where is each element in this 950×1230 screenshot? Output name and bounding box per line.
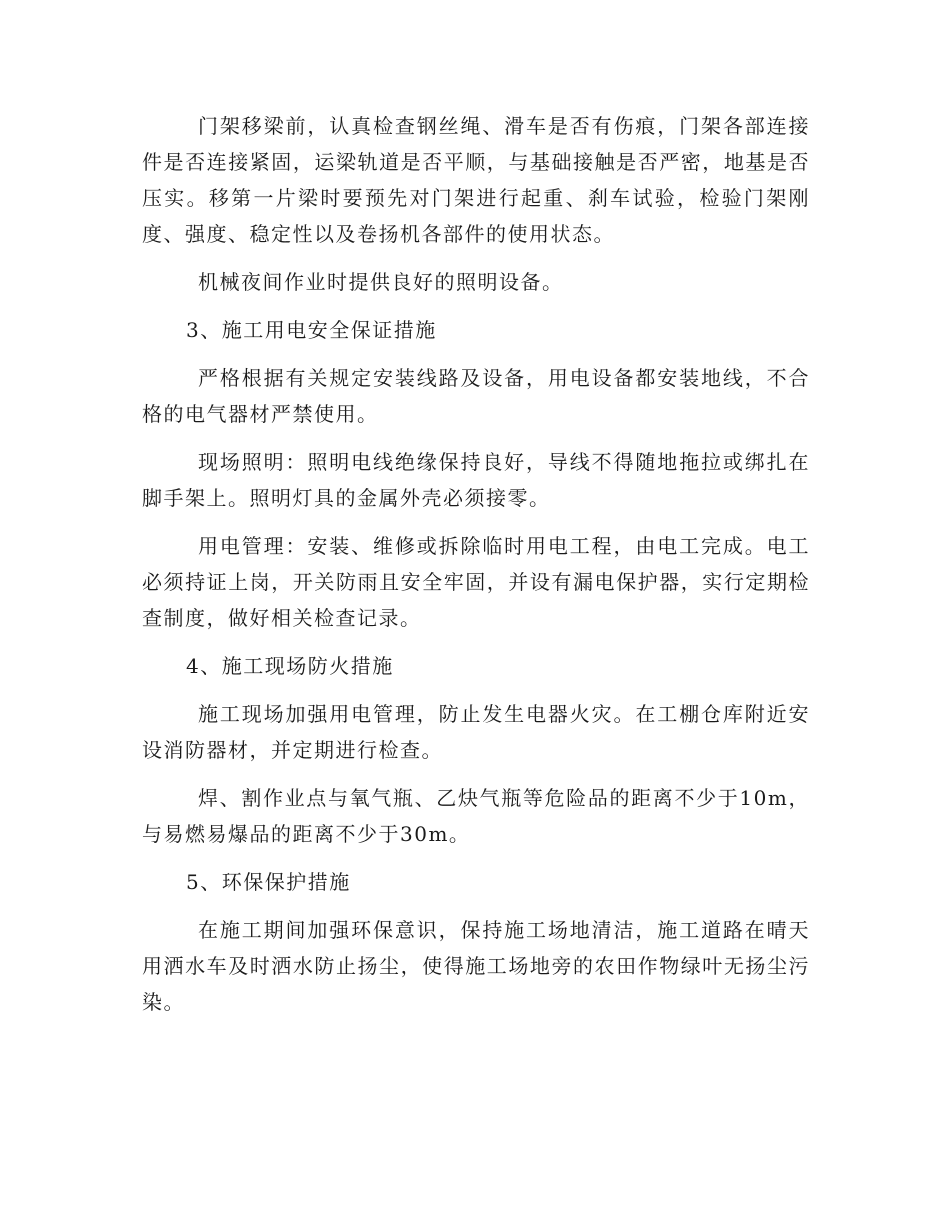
heading-electrical-safety: 3、施工用电安全保证措施 [186,318,437,342]
heading-environmental-protection: 5、环保保护措施 [186,870,351,894]
paragraph-gantry-inspection: 门架移梁前，认真检查钢丝绳、滑车是否有伤痕，门架各部连接件是否连接紧固，运梁轨道是否平顺，与基础接触是否严密，地基是否压实。移第一片梁时要预先对门架进行起重、刹车试验，检验门架刚度、强度、稳定性以及卷扬机各部件的使用状态。 [142,114,810,246]
heading-fire-prevention: 4、施工现场防火措施 [186,654,394,678]
paragraph-wiring-rules: 严格根据有关规定安装线路及设备，用电设备都安装地线，不合格的电气器材严禁使用。 [142,366,810,426]
paragraph-welding-distance: 焊、割作业点与氧气瓶、乙炔气瓶等危险品的距离不少于10m，与易燃易爆品的距离不少于30m。 [142,786,810,846]
document-body [142,108,810,1032]
paragraph-site-lighting: 现场照明：照明电线绝缘保持良好，导线不得随地拖拉或绑扎在脚手架上。照明灯具的金属外壳必须接零。 [142,450,810,510]
paragraph-dust-control: 在施工期间加强环保意识，保持施工场地清洁，施工道路在晴天用洒水车及时洒水防止扬尘，使得施工场地旁的农田作物绿叶无扬尘污染。 [142,918,810,1014]
paragraph-fire-equipment: 施工现场加强用电管理，防止发生电器火灾。在工棚仓库附近安设消防器材，并定期进行检查。 [142,702,810,762]
paragraph-night-lighting: 机械夜间作业时提供良好的照明设备。 [198,270,564,294]
paragraph-power-management: 用电管理：安装、维修或拆除临时用电工程，由电工完成。电工必须持证上岗，开关防雨且安全牢固，并设有漏电保护器，实行定期检查制度，做好相关检查记录。 [142,534,810,630]
